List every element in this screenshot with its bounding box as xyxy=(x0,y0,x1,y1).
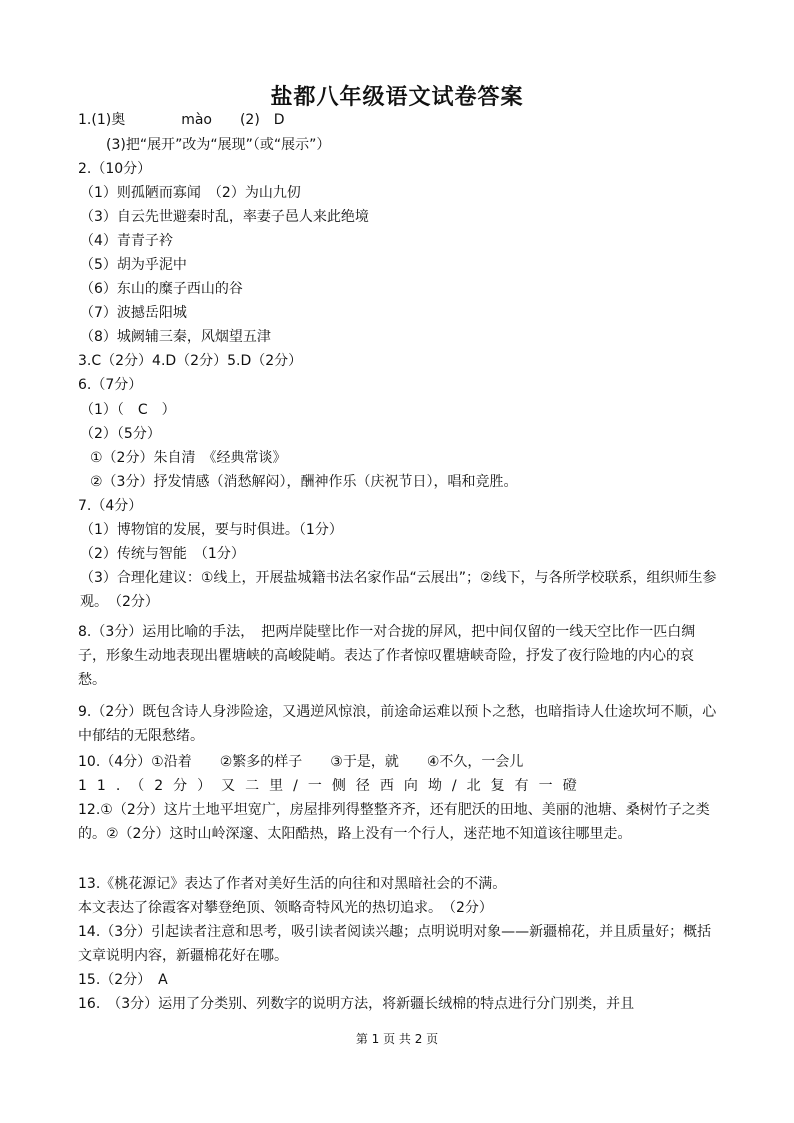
answer-line: 2.（10分） xyxy=(78,161,152,177)
answer-line: （4）青青子衿 xyxy=(80,233,173,249)
answer-line: 8.（3分）运用比喻的手法， 把两岸陡壁比作一对合拢的屏风，把中间仅留的一线天空比作一匹白绸子，形象生动地表现出瞿塘峡的高峻陡峭。表达了作者惊叹瞿塘峡奇险，抒发了夜行险地的内心的哀愁。 xyxy=(78,624,696,688)
answer-line: 6.（7分） xyxy=(78,377,143,393)
answer-line: （3）合理化建议：①线上，开展盐城籍书法名家作品“云展出”；②线下，与各所学校联系，组织师生参观。 （2分） xyxy=(80,570,717,610)
answer-line: 7.（4分） xyxy=(78,498,143,514)
answer-line: 10.（4分）①沿着 ②繁多的样子 ③于是，就 ④不久，一会儿 xyxy=(78,754,524,770)
answer-line: 14.（3分）引起读者注意和思考，吸引读者阅读兴趣；点明说明对象——新疆棉花，并且质量好；概括文章说明内容，新疆棉花好在哪。 xyxy=(78,924,712,964)
answer-line: 1.(1)奥 mào (2) D xyxy=(78,112,285,128)
answer-line: (3)把“展开”改为“展现”（或“展示”） xyxy=(106,137,331,153)
answer-line: （7）波撼岳阳城 xyxy=(80,305,187,321)
answer-line: ①（2分）朱自清 《经典常谈》 xyxy=(90,450,287,466)
answer-line: 12.①（2分）这片土地平坦宽广，房屋排列得整整齐齐，还有肥沃的田地、美丽的池塘、桑树竹子之类的。②（2分）这时山岭深邃、太阳酷热，路上没有一个行人，迷茫地不知道该往哪里走。 xyxy=(78,802,710,842)
answer-line: （1）（ C ） xyxy=(80,402,176,418)
answer-line: （1）博物馆的发展，要与时俱进。（1分） xyxy=(80,522,343,538)
answer-line: 11.（2分）又二里/一侧径西向坳/北复有一磴 xyxy=(78,778,587,794)
answer-line: 13.《桃花源记》表达了作者对美好生活的向往和对黑暗社会的不满。 xyxy=(78,876,507,892)
answer-line: ②（3分）抒发情感（消愁解闷），酬神作乐（庆祝节日），唱和竞胜。 xyxy=(90,474,518,490)
answer-line: 16. （3分）运用了分类别、列数字的说明方法，将新疆长绒棉的特点进行分门别类，并且 xyxy=(78,996,635,1012)
answer-line: （3）自云先世避秦时乱，率妻子邑人来此绝境 xyxy=(80,209,369,225)
answer-line: （5）胡为乎泥中 xyxy=(80,257,187,273)
answer-line: （2）传统与智能 （1分） xyxy=(80,546,245,562)
answer-line: 本文表达了徐霞客对攀登绝顶、领略奇特风光的热切追求。 （2分） xyxy=(78,900,493,916)
answer-line: 9.（2分）既包含诗人身涉险途，又遇逆风惊浪，前途命运难以预卜之愁，也暗指诗人仕途坎坷不顺，心中郁结的无限愁绪。 xyxy=(78,704,717,744)
answer-line: （2）（5分） xyxy=(80,426,161,442)
answer-line: 3.C（2分）4.D（2分）5.D（2分） xyxy=(78,353,303,369)
answer-line: 15.（2分） A xyxy=(78,972,168,988)
answer-line: （1）则孤陋而寡闻 （2）为山九仞 xyxy=(80,185,301,201)
document-title: 盐都八年级语文试卷答案 xyxy=(270,84,524,110)
answer-line: （8）城阙辅三秦，风烟望五津 xyxy=(80,329,271,345)
answer-line: （6）东山的糜子西山的谷 xyxy=(80,281,243,297)
page-footer: 第 1 页 共 2 页 xyxy=(355,1032,439,1046)
